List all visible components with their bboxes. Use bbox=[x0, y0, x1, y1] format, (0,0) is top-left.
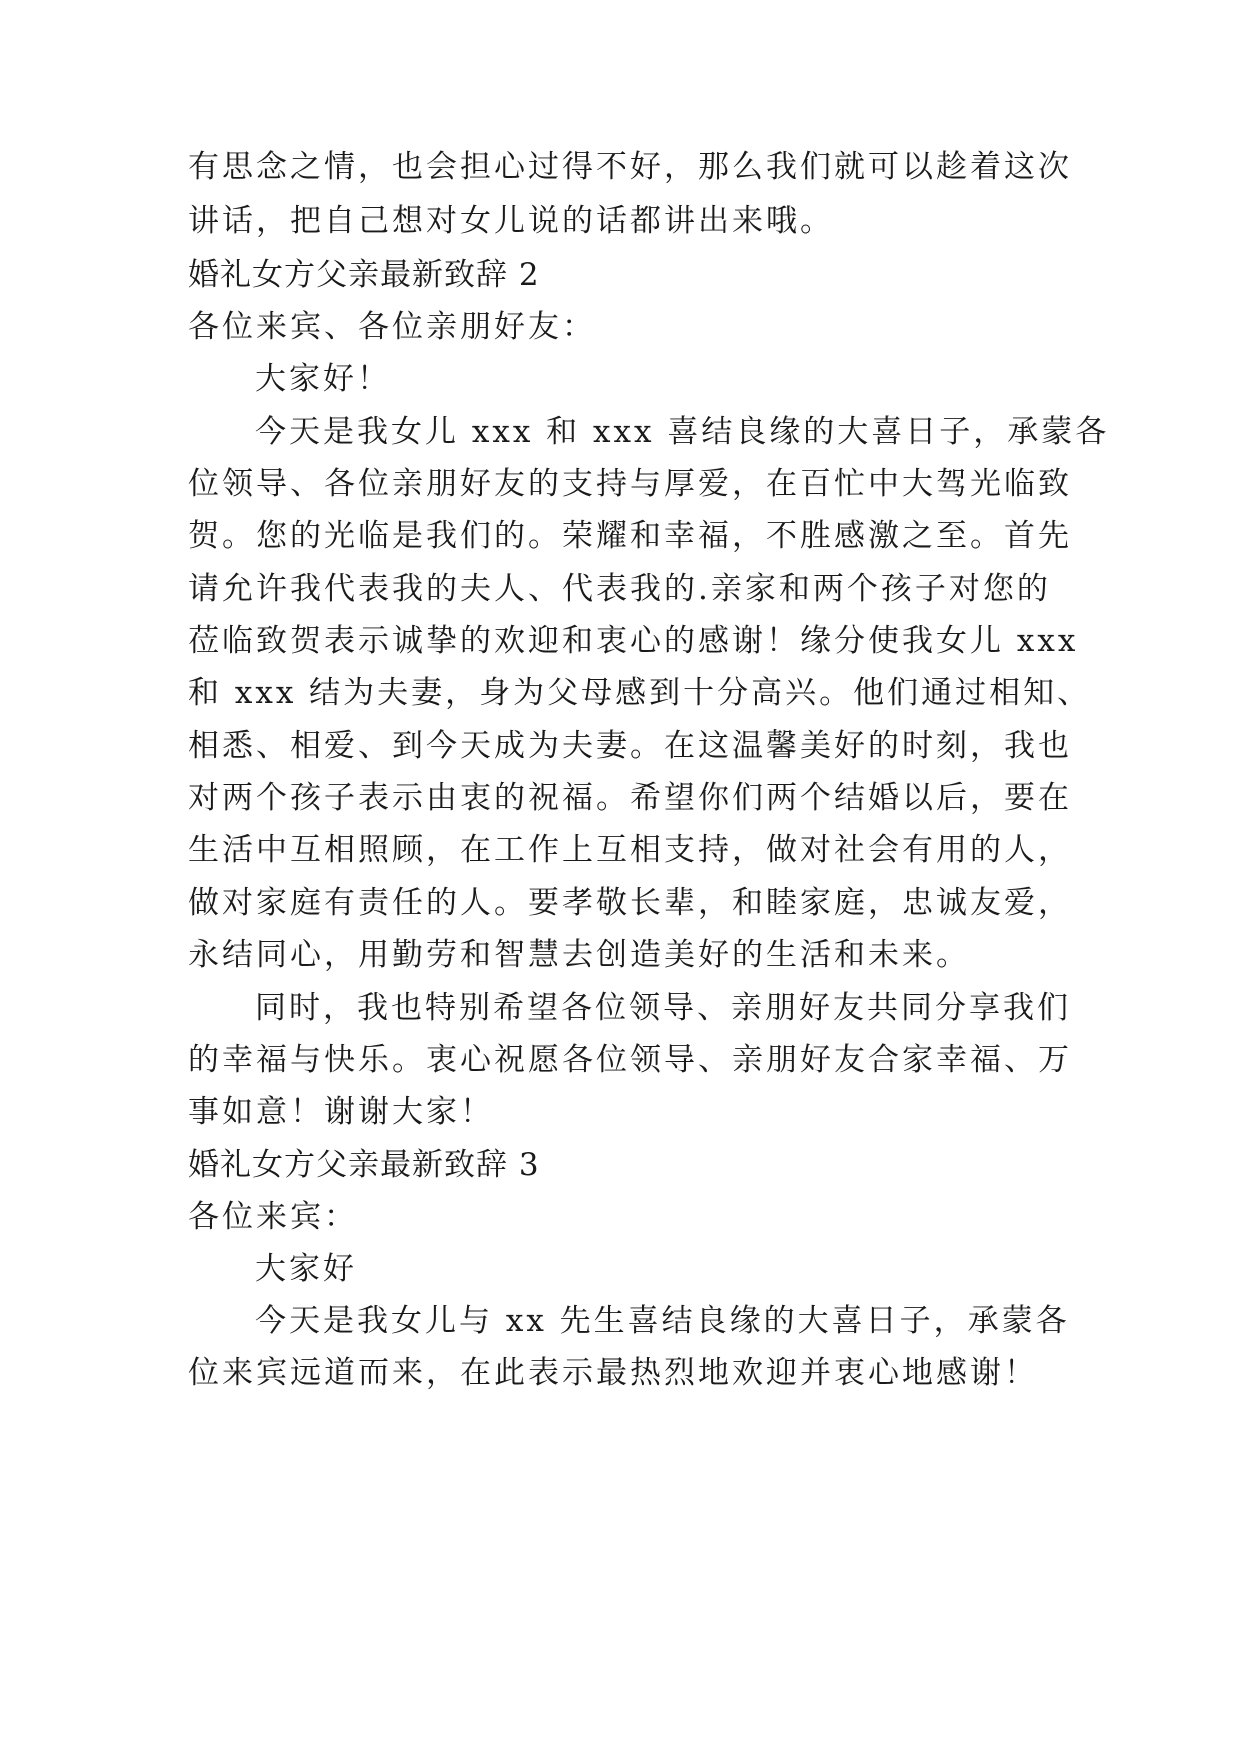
speech2-p1-line-9: 生活中互相照顾，在工作上互相支持，做对社会有用的人， bbox=[188, 832, 1072, 868]
speech2-p1-line-2: 位领导、各位亲朋好友的支持与厚爱，在百忙中大驾光临致 bbox=[188, 466, 1072, 502]
speech2-p2-line-3: 事如意！谢谢大家！ bbox=[188, 1094, 494, 1130]
speech2-p1-line-7: 相悉、相爱、到今天成为夫妻。在这温馨美好的时刻，我也 bbox=[188, 728, 1072, 764]
speech2-p1-line-3: 贺。您的光临是我们的。荣耀和幸福，不胜感激之至。首先 bbox=[188, 518, 1072, 554]
intro-line-2: 讲话，把自己想对女儿说的话都讲出来哦。 bbox=[188, 203, 834, 239]
speech3-p1-line-1: 今天是我女儿与 xx 先生喜结良缘的大喜日子，承蒙各 bbox=[255, 1303, 1070, 1339]
speech2-title: 婚礼女方父亲最新致辞 2 bbox=[188, 257, 540, 293]
speech2-salutation: 各位来宾、各位亲朋好友： bbox=[188, 309, 596, 345]
speech2-p1-line-10: 做对家庭有责任的人。要孝敬长辈，和睦家庭，忠诚友爱， bbox=[188, 885, 1072, 921]
speech2-p1-line-4: 请允许我代表我的夫人、代表我的.亲家和两个孩子对您的 bbox=[188, 571, 1051, 607]
speech2-p2-line-2: 的幸福与快乐。衷心祝愿各位领导、亲朋好友合家幸福、万 bbox=[188, 1042, 1072, 1078]
speech3-salutation: 各位来宾： bbox=[188, 1199, 358, 1235]
speech2-p1-line-11: 永结同心，用勤劳和智慧去创造美好的生活和未来。 bbox=[188, 937, 970, 973]
speech2-greeting: 大家好！ bbox=[255, 361, 391, 397]
speech2-p1-line-5: 莅临致贺表示诚挚的欢迎和衷心的感谢！缘分使我女儿 xxx bbox=[188, 623, 1079, 659]
speech3-greeting: 大家好 bbox=[255, 1251, 357, 1287]
speech2-p1-line-6: 和 xxx 结为夫妻，身为父母感到十分高兴。他们通过相知、 bbox=[188, 675, 1092, 711]
intro-line-1: 有思念之情，也会担心过得不好，那么我们就可以趁着这次 bbox=[188, 149, 1072, 185]
speech3-title: 婚礼女方父亲最新致辞 3 bbox=[188, 1147, 540, 1183]
speech2-p1-line-1: 今天是我女儿 xxx 和 xxx 喜结良缘的大喜日子，承蒙各 bbox=[255, 414, 1110, 450]
speech3-p1-line-2: 位来宾远道而来，在此表示最热烈地欢迎并衷心地感谢！ bbox=[188, 1355, 1038, 1391]
speech2-p1-line-8: 对两个孩子表示由衷的祝福。希望你们两个结婚以后，要在 bbox=[188, 780, 1072, 816]
speech2-p2-line-1: 同时，我也特别希望各位领导、亲朋好友共同分享我们 bbox=[255, 990, 1071, 1026]
